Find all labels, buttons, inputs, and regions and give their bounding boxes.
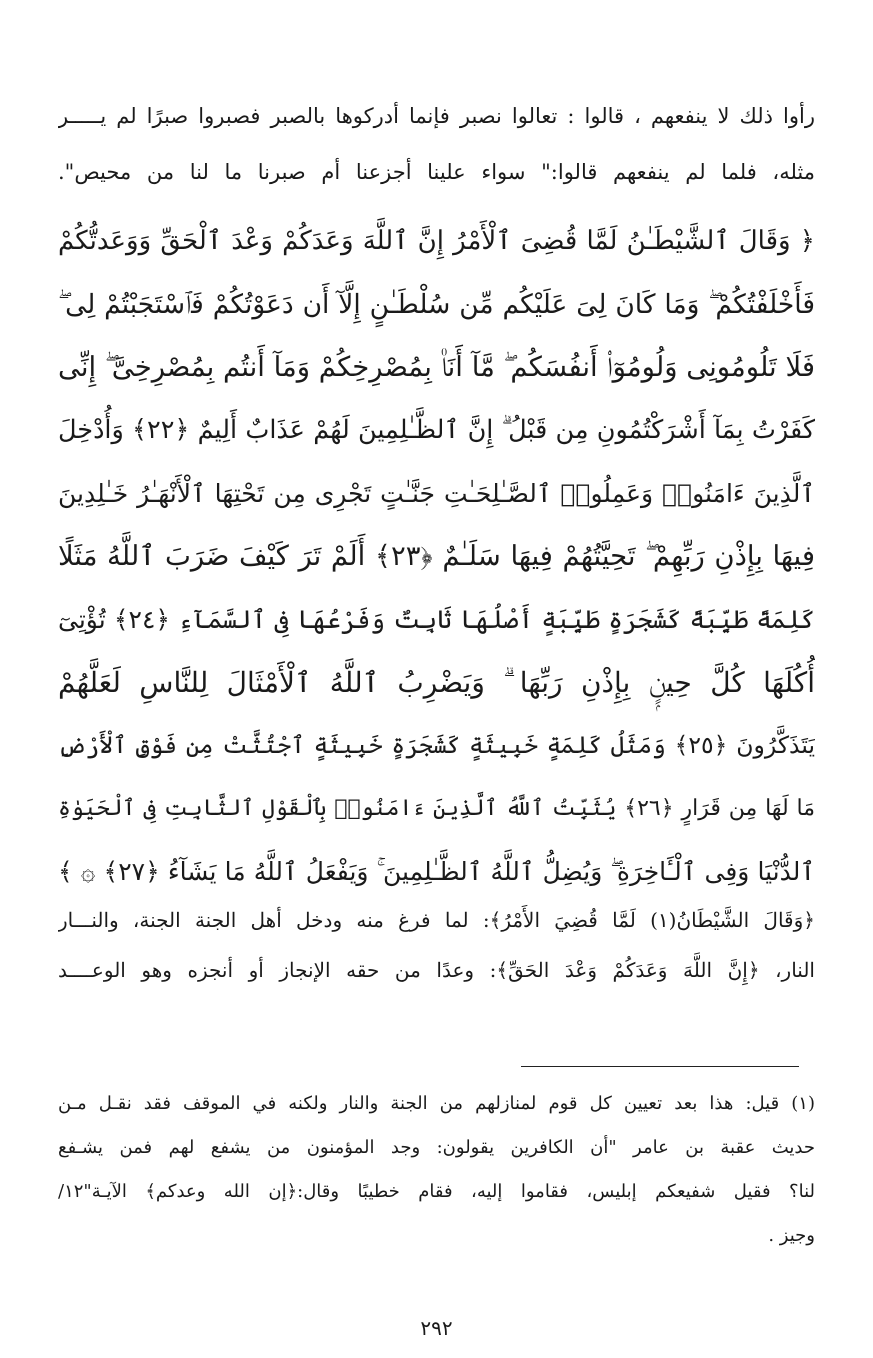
tafsir-paragraph	[58, 895, 815, 995]
intro-line: مثله، فلما لم ينفعهم قالوا:" سواء علينا أجزعنا أم صبرنا ما لنا من محيص".	[58, 160, 815, 184]
footnote-separator	[521, 1066, 799, 1067]
verse-line: مَا لَهَا مِن قَرَارٍ ﴿٢٦﴾ يُثَبِّتُ ٱللَّهُ ٱلَّذِينَ ءَامَنُوا۟ بِٱلْقَوْلِ ٱلثَّابِتِ فِى ٱلْحَيَوٰةِ	[58, 796, 815, 821]
verse-line: فَأَخْلَفْتُكُمْ ۖ وَمَا كَانَ لِىَ عَلَيْكُم مِّن سُلْطَـٰنٍ إِلَّآ أَن دَعَوْتُكُمْ فَٱسْتَجَبْتُمْ لِى ۖ	[58, 289, 815, 320]
verse-line: كَفَرْتُ بِمَآ أَشْرَكْتُمُونِ مِن قَبْلُ ۗ إِنَّ ٱلظَّـٰلِمِينَ لَهُمْ عَذَابٌ أَلِيمٌ ﴿٢٢﴾ وَأُدْخِلَ	[58, 415, 815, 445]
quran-verse-block	[58, 210, 815, 903]
verse-line: أُكُلَهَا كُلَّ حِينٍۭ بِإِذْنِ رَبِّهَا ۗ وَيَضْرِبُ ٱللَّهُ ٱلْأَمْثَالَ لِلنَّاسِ لَعَلَّهُمْ	[58, 666, 815, 699]
verse-line: فَلَا تَلُومُونِى وَلُومُوٓا۟ أَنفُسَكُم ۖ مَّآ أَنَا۠ بِمُصْرِخِكُمْ وَمَآ أَنتُم بِمُصْرِخِىَّ ۖ إِنِّى	[58, 351, 815, 383]
verse-line: فِيهَا بِإِذْنِ رَبِّهِمْ ۖ تَحِيَّتُهُمْ فِيهَا سَلَـٰمٌ ﴿٢٣﴾ أَلَمْ تَرَ كَيْفَ ضَرَبَ ٱللَّهُ مَثَلًا	[58, 540, 815, 572]
verse-line: كَلِمَةً طَيِّبَةً كَشَجَرَةٍ طَيِّبَةٍ أَصْلُهَا ثَابِتٌ وَفَرْعُهَا فِى ٱلسَّمَآءِ ﴿٢٤﴾ تُؤْتِىٓ	[58, 605, 815, 634]
verse-line: ﴿ وَقَالَ ٱلشَّيْطَـٰنُ لَمَّا قُضِىَ ٱلْأَمْرُ إِنَّ ٱللَّهَ وَعَدَكُمْ وَعْدَ ٱلْحَقِّ وَوَعَدتُّكُمْ	[58, 226, 815, 256]
footnote-line: حديث عقبة بن عامر "أن الكافرين يقولون: وجد المؤمنون من يشفع لهم فمن يشـفع	[58, 1137, 815, 1158]
page-number: ٢٩٢	[420, 1316, 453, 1340]
tafsir-line: النار، ﴿إِنَّ اللَّهَ وَعَدَكُمْ وَعْدَ الحَقِّ﴾: وعدًا من حقه الإنجاز أو أنجزه وهو الوعــــد	[58, 958, 815, 982]
footnote-line: وجيز .	[768, 1225, 815, 1246]
tafsir-line: ﴿وَقَالَ الشَّيْطَانُ(١) لَمَّا قُضِيَ الأَمْرُ﴾: لما فرغ منه ودخل أهل الجنة الجنة، والنـــار	[58, 908, 815, 932]
footnote-line: (١) قيل: هذا بعد تعيين كل قوم لمنازلهم من الجنة والنار ولكنه في الموقف فقد نقـل مـن	[58, 1093, 815, 1114]
intro-line: رأوا ذلك لا ينفعهم ، قالوا : تعالوا نصبر فإنما أدركوها بالصبر فصبروا صبرًا لم يـــــر	[58, 104, 815, 128]
footnote-line: لنا؟ فقيل شفيعكم إبليس، فقاموا إليه، فقام خطيبًا وقال:﴿إن الله وعدكم﴾ الآيـة"١٢/	[58, 1181, 815, 1202]
verse-line: ٱلَّذِينَ ءَامَنُوا۟ وَعَمِلُوا۟ ٱلصَّـٰلِحَـٰتِ جَنَّـٰتٍ تَجْرِى مِن تَحْتِهَا ٱلْأَنْهَـٰرُ خَـٰلِدِينَ	[58, 479, 815, 508]
footnotes	[58, 1082, 815, 1258]
intro-paragraph	[58, 88, 815, 200]
verse-line: ٱلدُّنْيَا وَفِى ٱلْـَٔاخِرَةِ ۖ وَيُضِلُّ ٱللَّهُ ٱلظَّـٰلِمِينَ ۚ وَيَفْعَلُ ٱللَّهُ مَا يَشَآءُ ﴿٢٧﴾ ۞ ﴾	[58, 857, 815, 886]
verse-line: يَتَذَكَّرُونَ ﴿٢٥﴾ وَمَثَلُ كَلِمَةٍ خَبِيثَةٍ كَشَجَرَةٍ خَبِيثَةٍ ٱجْتُثَّتْ مِن فَوْقِ ٱلْأَرْضِ	[58, 731, 815, 759]
